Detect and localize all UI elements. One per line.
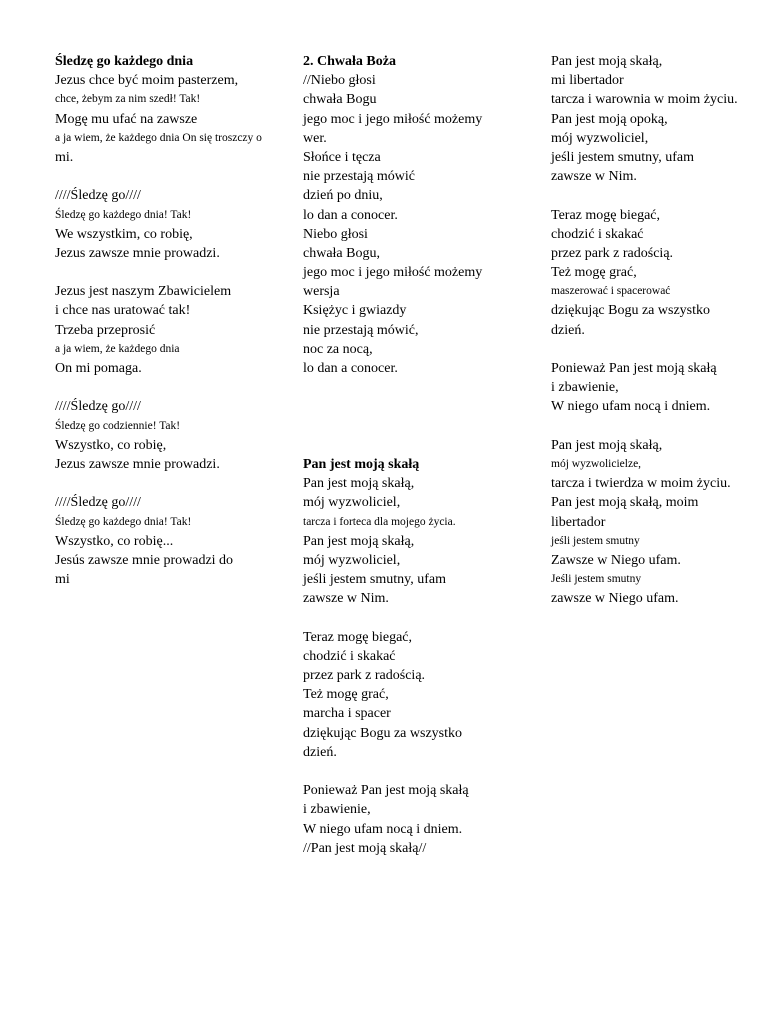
lyric-line: Pan jest moją skałą, (303, 476, 415, 492)
stanza-gap (303, 378, 535, 397)
stanza-gap (55, 378, 283, 397)
lyric-line: jego moc i jego miłość możemy (303, 111, 483, 127)
lyric-line: Pan jest moją skałą, (551, 54, 663, 69)
lyric-line: Śledzę go każdego dnia! Tak! (55, 208, 192, 221)
lyric-line: a ja wiem, że każdego dnia On się troszczy o (55, 131, 262, 144)
lyric-line: wer. (303, 130, 327, 146)
lyric-line: //Niebo głosi (303, 73, 376, 89)
lyric-line: Ponieważ Pan jest moją skałą (303, 783, 469, 799)
lyric-line: W niego ufam nocą i dniem. (551, 399, 711, 415)
lyric-line: Jeśli jestem smutny (551, 573, 642, 586)
lyric-line: chodzić i skakać (551, 226, 644, 242)
lyric-line: libertador (551, 514, 606, 530)
stanza-gap (303, 397, 535, 416)
lyric-line: We wszystkim, co robię, (55, 226, 193, 242)
stanza-gap (55, 474, 283, 493)
lyric-line: chce, żebym za nim szedł! Tak! (55, 93, 201, 106)
lyric-line: tarcza i warownia w moim życiu. (551, 92, 738, 108)
song-title: 2. Chwała Boża (303, 54, 396, 69)
lyrics-column-3 (551, 52, 763, 608)
lyric-line: dziękując Bogu za wszystko (303, 725, 463, 741)
lyric-line: jeśli jestem smutny (551, 534, 640, 547)
lyric-line: dzień po dniu, (303, 188, 383, 204)
lyric-line: Wszystko, co robię... (55, 533, 174, 549)
lyric-line: Trzeba przeprosić (55, 322, 156, 338)
lyric-line: maszerować i spacerować (551, 285, 671, 298)
lyric-line: jeśli jestem smutny, ufam (551, 149, 694, 165)
stanza-gap (551, 186, 763, 205)
lyric-line: mój wyzwoliciel, (303, 552, 401, 568)
stanza-gap (303, 417, 535, 436)
lyric-line: Wszystko, co robię, (55, 437, 167, 453)
lyric-line: ////Śledzę go//// (55, 188, 141, 204)
lyric-line: Ponieważ Pan jest moją skałą (551, 361, 717, 376)
lyric-line: Zawsze w Niego ufam. (551, 552, 681, 568)
lyric-line: i zbawienie, (303, 802, 371, 818)
lyric-line: mój wyzwoliciel, (303, 495, 401, 511)
lyric-line: mi (55, 572, 70, 588)
lyric-line: i zbawienie, (551, 380, 619, 396)
lyric-line: Pan jest moją skałą, moim (551, 495, 699, 511)
lyric-line: ////Śledzę go//// (55, 495, 141, 511)
lyric-line: wersja (303, 284, 340, 300)
lyric-line: Mogę mu ufać na zawsze (55, 111, 198, 127)
lyric-line: Jezus zawsze mnie prowadzi. (55, 456, 220, 472)
lyric-line: Teraz mogę biegać, (551, 207, 661, 223)
song-title: Pan jest moją skałą (303, 456, 420, 472)
lyric-line: Jezus jest naszym Zbawicielem (55, 284, 232, 300)
lyric-line: zawsze w Nim. (551, 169, 637, 185)
lyric-line: tarcza i twierdza w moim życiu. (551, 476, 731, 492)
lyric-line: mój wyzwoliciel, (551, 130, 649, 146)
lyric-line: Księżyc i gwiazdy (303, 303, 407, 319)
lyric-line: dzień. (303, 744, 337, 760)
lyric-line: ////Śledzę go//// (55, 399, 141, 415)
lyric-line: //Pan jest moją skałą// (303, 840, 427, 856)
lyrics-column-1 (55, 52, 283, 589)
lyric-line: Pan jest moją skałą, (551, 437, 663, 453)
lyric-line: zawsze w Niego ufam. (551, 591, 679, 607)
lyric-line: Teraz mogę biegać, (303, 629, 413, 645)
lyric-line: Słońce i tęcza (303, 149, 381, 165)
stanza-gap (55, 263, 283, 282)
lyric-line: nie przestają mówić (303, 169, 415, 185)
lyric-line: Niebo głosi (303, 226, 368, 242)
lyric-line: mi. (55, 149, 74, 165)
lyric-line: dziękując Bogu za wszystko (551, 303, 711, 319)
lyric-line: Jezus zawsze mnie prowadzi. (55, 245, 220, 261)
lyric-line: Śledzę go każdego dnia! Tak! (55, 515, 192, 528)
lyric-line: zawsze w Nim. (303, 591, 389, 607)
stanza-gap (55, 167, 283, 186)
lyric-line: mój wyzwolicielze, (551, 457, 642, 470)
lyric-line: chwała Bogu (303, 92, 377, 108)
stanza-gap (551, 340, 763, 359)
lyric-line: Jezus chce być moim pasterzem, (55, 73, 239, 89)
lyric-line: lo dan a conocer. (303, 207, 398, 223)
lyric-line: Też mogę grać, (303, 687, 389, 703)
lyric-line: On mi pomaga. (55, 361, 142, 376)
lyric-line: i chce nas uratować tak! (55, 303, 191, 319)
lyric-line: przez park z radością. (551, 245, 674, 261)
song-title: Śledzę go każdego dnia (55, 54, 194, 69)
lyric-line: W niego ufam nocą i dniem. (303, 821, 463, 837)
lyric-line: dzień. (551, 322, 585, 338)
lyric-line: Jesús zawsze mnie prowadzi do (55, 552, 234, 568)
lyric-line: a ja wiem, że każdego dnia (55, 342, 180, 355)
stanza-gap (303, 436, 535, 455)
lyric-line: Śledzę go codziennie! Tak! (55, 419, 181, 432)
lyric-line: marcha i spacer (303, 706, 391, 722)
lyric-line: Też mogę grać, (551, 265, 637, 281)
lyric-line: jeśli jestem smutny, ufam (303, 572, 446, 588)
stanza-gap (303, 762, 535, 781)
lyric-line: Pan jest moją skałą, (303, 533, 415, 549)
lyrics-column-2 (303, 52, 535, 858)
lyric-line: tarcza i forteca dla mojego życia. (303, 515, 456, 528)
stanza-gap (551, 417, 763, 436)
lyric-line: chwała Bogu, (303, 245, 380, 261)
lyric-line: jego moc i jego miłość możemy (303, 265, 483, 281)
lyric-line: nie przestają mówić, (303, 322, 419, 338)
lyric-line: Pan jest moją opoką, (551, 111, 668, 127)
lyric-line: przez park z radością. (303, 668, 426, 683)
lyric-line: noc za nocą, (303, 341, 373, 357)
lyric-line: chodzić i skakać (303, 648, 396, 664)
lyric-line: lo dan a conocer. (303, 361, 398, 376)
lyric-line: mi libertador (551, 73, 624, 89)
stanza-gap (303, 608, 535, 627)
